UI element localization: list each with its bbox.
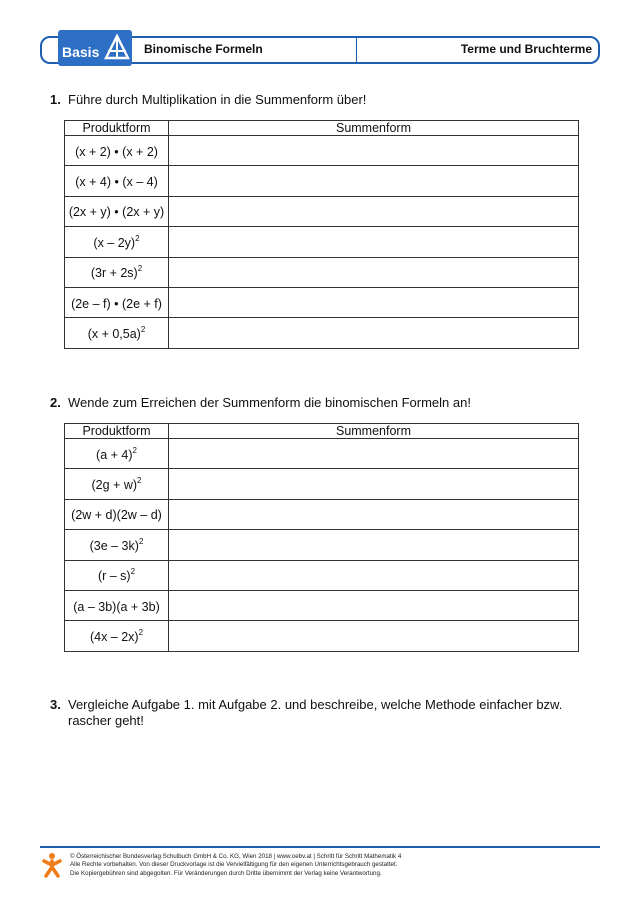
exponent: 2 [132, 445, 137, 455]
header-divider [356, 38, 357, 62]
task-2-table [64, 423, 579, 652]
product-expression: (r – s) [97, 569, 131, 584]
exponent: 2 [140, 325, 146, 335]
sum-form-answer-cell[interactable] [169, 318, 579, 348]
exponent: 2 [130, 567, 136, 577]
product-expression: (a + 4) [96, 447, 133, 462]
product-form-cell [65, 530, 169, 560]
product-form-cell [65, 469, 169, 499]
task-3-text [68, 697, 588, 729]
column-header-produktform: Produktform [65, 424, 169, 439]
product-form-cell [65, 318, 169, 348]
sum-form-answer-cell[interactable] [169, 196, 579, 226]
sum-form-answer-cell[interactable] [169, 439, 579, 469]
task-3-line-1: Vergleiche Aufgabe 1. mit Aufgabe 2. und beschreibe, welche Methode einfacher bzw. [68, 697, 563, 712]
asterisk-logo-icon [40, 852, 64, 878]
exponent: 2 [138, 536, 144, 546]
triangle-logo-icon [104, 33, 130, 63]
sum-form-answer-cell[interactable] [169, 287, 579, 317]
product-form-cell [65, 166, 169, 196]
column-header-summenform: Summenform [169, 121, 579, 136]
task-1-text: Führe durch Multiplikation in die Summenform über! [68, 92, 367, 107]
product-form-cell [65, 136, 169, 166]
sum-form-answer-cell[interactable] [169, 257, 579, 287]
table-header-row [65, 424, 579, 439]
task-3-line-2: rascher geht! [68, 713, 144, 728]
sum-form-answer-cell[interactable] [169, 166, 579, 196]
product-expression: (x + 0,5a) [87, 327, 141, 342]
sum-form-answer-cell[interactable] [169, 469, 579, 499]
product-expression: (3e – 3k) [89, 538, 139, 553]
chapter-title: Terme und Bruchterme [460, 42, 592, 56]
sum-form-answer-cell[interactable] [169, 621, 579, 651]
product-form-cell [65, 499, 169, 529]
product-form-cell [65, 287, 169, 317]
sum-form-answer-cell[interactable] [169, 136, 579, 166]
footer-line [40, 846, 600, 848]
table-row [65, 621, 579, 651]
table-row [65, 439, 579, 469]
product-form-cell [65, 257, 169, 287]
worksheet-title: Binomische Formeln [144, 42, 263, 56]
table-row [65, 590, 579, 620]
exponent: 2 [137, 264, 143, 274]
product-expression: (2x + y) • (2x + y) [68, 205, 165, 220]
sum-form-answer-cell[interactable] [169, 227, 579, 257]
sum-form-answer-cell[interactable] [169, 590, 579, 620]
product-form-cell [65, 196, 169, 226]
product-expression: (x + 2) • (x + 2) [75, 144, 158, 159]
product-expression: (x – 2y) [93, 235, 136, 250]
copyright-line-3: Die Kopiergebühren sind abgegolten. Für Veränderungen durch Dritte übernimmt der Verlag keine Verantwortung. [70, 869, 382, 877]
product-expression: (2e – f) • (2e + f) [71, 296, 162, 311]
table-row [65, 196, 579, 226]
task-1-table [64, 120, 579, 349]
product-form-cell [65, 621, 169, 651]
basis-label: Basis [62, 44, 100, 60]
task-3-number: 3. [50, 697, 61, 712]
table-header-row [65, 121, 579, 136]
product-form-cell [65, 227, 169, 257]
column-header-summenform: Summenform [169, 424, 579, 439]
sum-form-answer-cell[interactable] [169, 499, 579, 529]
table-row [65, 166, 579, 196]
table-row [65, 499, 579, 529]
product-expression: (2g + w) [91, 478, 138, 493]
exponent: 2 [138, 628, 144, 638]
table-row [65, 469, 579, 499]
product-expression: (4x – 2x) [89, 630, 139, 645]
product-expression: (3r + 2s) [90, 266, 138, 281]
exponent: 2 [135, 233, 140, 243]
table-row [65, 318, 579, 348]
task-2-number: 2. [50, 395, 61, 410]
product-expression: (x + 4) • (x – 4) [75, 175, 158, 190]
table-row [65, 257, 579, 287]
sum-form-answer-cell[interactable] [169, 560, 579, 590]
product-form-cell [65, 590, 169, 620]
product-form-cell [65, 439, 169, 469]
task-2-text: Wende zum Erreichen der Summenform die binomischen Formeln an! [68, 395, 471, 410]
table-row [65, 287, 579, 317]
task-1-number: 1. [50, 92, 61, 107]
exponent: 2 [137, 476, 142, 486]
copyright-line-1: © Österreichischer Bundesverlag Schulbuch GmbH & Co. KG, Wien 2018 | www.oebv.at | Schritt für Schritt Mathematik 4 [70, 853, 402, 860]
table-row [65, 560, 579, 590]
column-header-produktform: Produktform [65, 121, 169, 136]
product-form-cell [65, 560, 169, 590]
table-row [65, 530, 579, 560]
sum-form-answer-cell[interactable] [169, 530, 579, 560]
copyright-line-2: Alle Rechte vorbehalten. Von dieser Druckvorlage ist die Vervielfältigung für den eigenen Unterrichtsgebrauch gestattet. [70, 861, 398, 869]
table-row [65, 227, 579, 257]
product-expression: (a – 3b)(a + 3b) [73, 599, 160, 614]
product-expression: (2w + d)(2w – d) [71, 508, 162, 523]
table-row [65, 136, 579, 166]
copyright-notice [70, 853, 401, 878]
